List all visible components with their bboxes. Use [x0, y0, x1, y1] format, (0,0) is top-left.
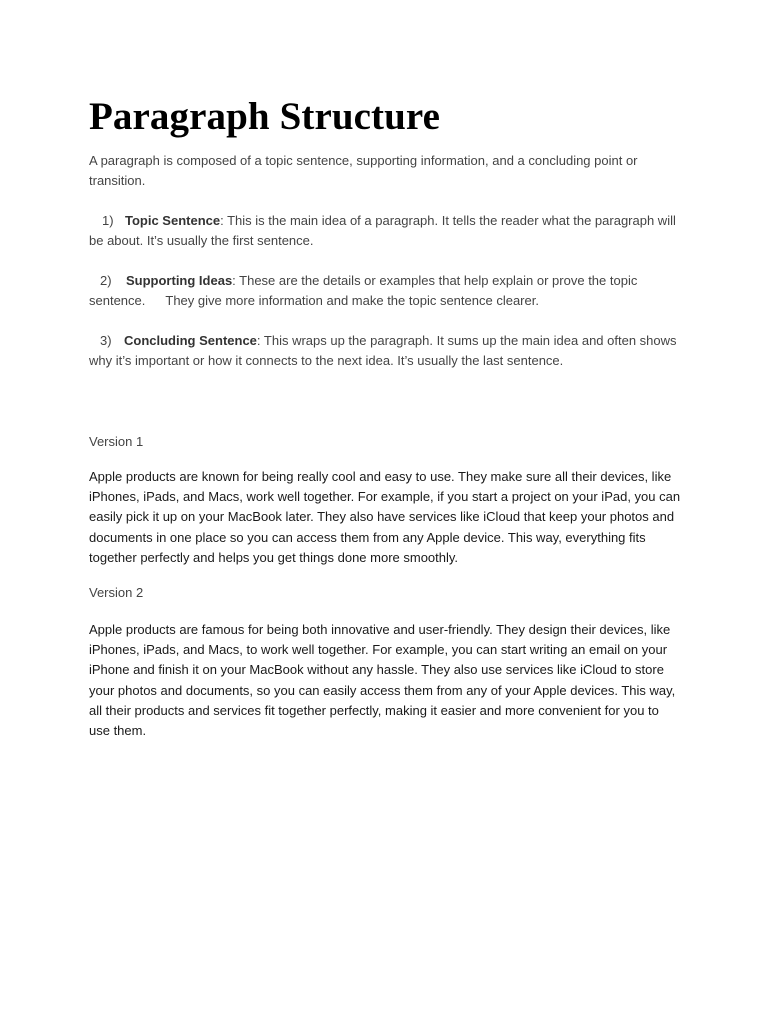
list-item-number: 1) — [102, 213, 114, 228]
version-2-paragraph: Apple products are famous for being both innovative and user-friendly. They design their devices, like iPhones, iPads, and Macs, to work well together. For example, you can start writing an email on your iPhone and finish it on your MacBook without any hassle. They also use services like iCloud to store your photos and documents, so you can easily access them from any of your Apple devices. This way, all their products and services fit together perfectly, making it easier and more convenient for you to use them. — [89, 622, 676, 739]
page-title: Paragraph Structure — [89, 95, 441, 138]
list-item-topic-sentence — [89, 211, 679, 250]
version-2-label: Version 2 — [89, 585, 144, 600]
list-item-supporting-ideas — [89, 271, 679, 310]
intro-paragraph: A paragraph is composed of a topic sentence, supporting information, and a concluding point or transition. — [89, 153, 638, 188]
list-item-text: : This is the main idea of a paragraph. It tells the reader what the paragraph will be about. It’s usually the first sentence. — [89, 213, 676, 248]
list-item-text: : These are the details or examples that help explain or prove the topic sentence. — [89, 273, 638, 308]
list-item-term: Concluding Sentence — [124, 333, 257, 348]
list-item-concluding-sentence — [89, 331, 679, 370]
list-item-term: Supporting Ideas — [126, 273, 233, 288]
version-1-paragraph: Apple products are known for being really cool and easy to use. They make sure all their devices, like iPhones, iPads, and Macs, work well together. For example, if you start a project on your iPad, you can easily pick it up on your MacBook later. They also have services like iCloud that keep your photos and documents in one place so you can access them from any Apple device. This way, everything fits together perfectly and helps you get things done more smoothly. — [89, 469, 681, 565]
list-item-number: 2) — [100, 273, 112, 288]
list-item-text: : This wraps up the paragraph. It sums up the main idea and often shows why it’s important or how it connects to the next idea. It’s usually the last sentence. — [89, 333, 677, 368]
version-1-label: Version 1 — [89, 434, 144, 449]
list-item-term: Topic Sentence — [125, 213, 221, 228]
list-item-number: 3) — [100, 333, 112, 348]
list-item-text-continued: They give more information and make the topic sentence clearer. — [165, 292, 539, 308]
